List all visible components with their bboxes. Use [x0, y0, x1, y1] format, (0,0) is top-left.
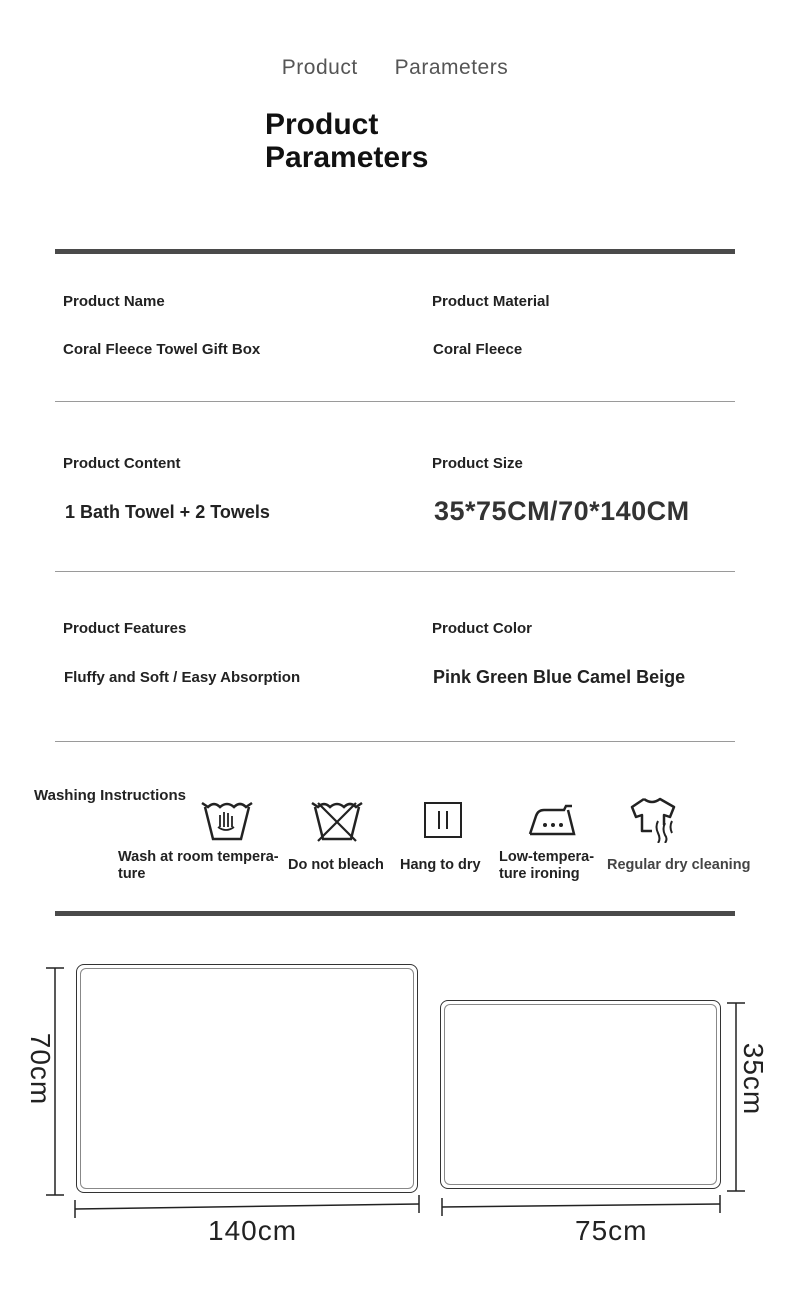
product-features-value: Fluffy and Soft / Easy Absorption — [64, 669, 301, 686]
wash-label-dry-cleaning: Regular dry cleaning — [607, 857, 751, 873]
product-size-value: 35*75CM/70*140CM — [434, 496, 690, 526]
product-features-label: Product Features — [63, 620, 187, 637]
title-line-2: Parameters — [265, 141, 429, 174]
wash-label-room-temp: Wash at room tempera- ture — [118, 849, 279, 882]
large-towel-width-label: 140cm — [208, 1215, 298, 1246]
wash-label-no-bleach: Do not bleach — [288, 857, 384, 873]
product-material-value: Coral Fleece — [433, 341, 523, 358]
product-color-label: Product Color — [432, 620, 532, 637]
page-subtitle: Product Parameters — [281, 56, 509, 79]
large-towel-height-label: 70cm — [25, 1032, 56, 1106]
large-towel-outline — [76, 964, 418, 1193]
title-line-1: Product — [265, 108, 379, 141]
product-color-value: Pink Green Blue Camel Beige — [433, 667, 686, 687]
wash-label-hang-dry: Hang to dry — [400, 857, 481, 873]
product-size-label: Product Size — [432, 455, 523, 472]
washing-instructions-title: Washing Instructions — [34, 787, 186, 804]
product-content-value: 1 Bath Towel + 2 Towels — [65, 502, 270, 522]
product-content-label: Product Content — [63, 455, 181, 472]
small-towel-outline — [440, 1000, 721, 1189]
product-material-label: Product Material — [432, 293, 550, 310]
wash-label-low-temp-iron: Low-tempera- ture ironing — [499, 849, 595, 882]
small-towel-height-label: 35cm — [738, 1042, 769, 1116]
product-name-label: Product Name — [63, 293, 165, 310]
small-towel-width-label: 75cm — [575, 1215, 648, 1246]
product-name-value: Coral Fleece Towel Gift Box — [63, 341, 261, 358]
